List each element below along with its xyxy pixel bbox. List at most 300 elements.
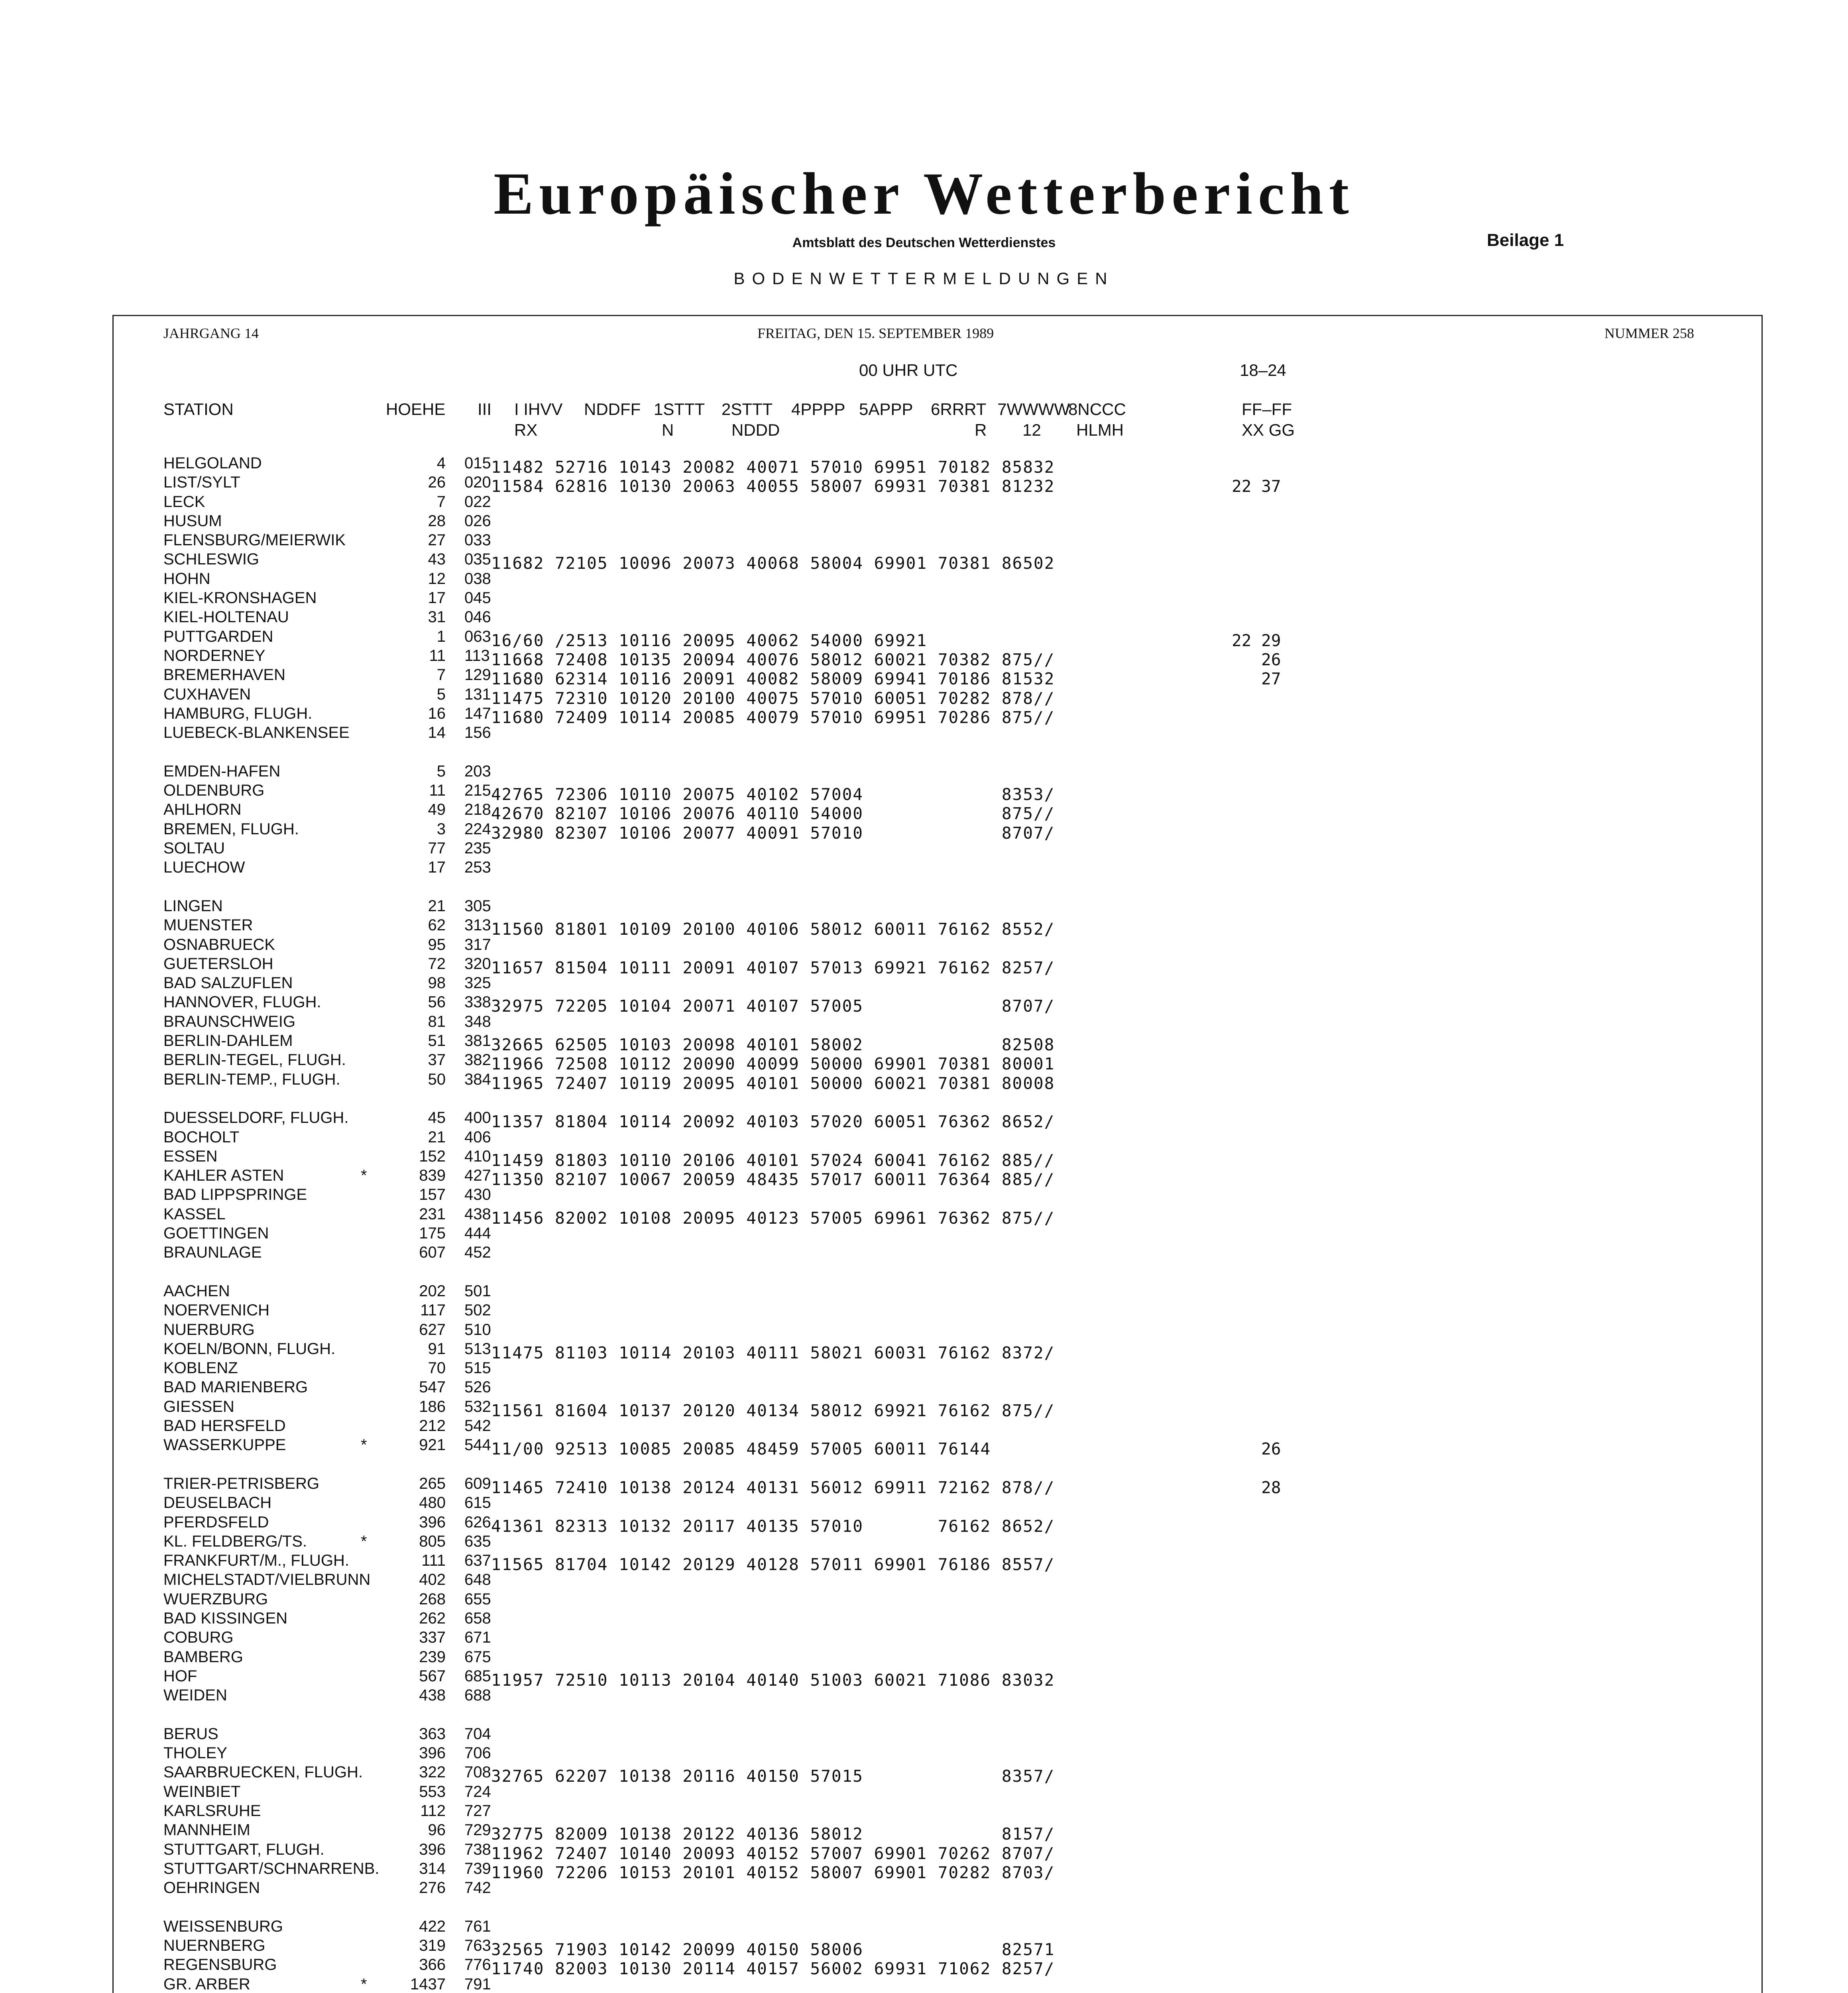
volume-label: JAHRGANG 14 [163, 325, 259, 341]
station-height: 96 [428, 1821, 446, 1839]
col-iii: III [478, 400, 492, 419]
col-1sttt: 1STTT [654, 400, 705, 419]
station-name: WEISSENBURG [163, 1918, 283, 1935]
table-row [0, 1648, 1848, 1667]
station-id: 348 [464, 1013, 491, 1030]
station-id: 515 [464, 1359, 491, 1377]
col-1sttt-sub: N [662, 421, 674, 439]
station-height: 7 [436, 493, 446, 511]
station-name: GIESSEN [163, 1398, 234, 1415]
station-height: 26 [428, 474, 446, 491]
col-station: STATION [163, 400, 234, 419]
col-8nccc-sub: HLMH [1076, 421, 1124, 439]
station-id: 526 [464, 1378, 491, 1396]
station-height: 319 [419, 1937, 446, 1954]
issue-number: NUMMER 258 [1604, 325, 1695, 341]
station-name: MICHELSTADT/VIELBRUNN [163, 1571, 371, 1588]
station-name: WUERZBURG [163, 1590, 268, 1608]
observation-groups: 42765 72306 10110 20075 40102 57004 8353/ [491, 785, 1055, 804]
col-8nccc: 8NCCC [1068, 400, 1126, 419]
table-row [0, 1533, 1848, 1552]
mountain-station-marker: * [361, 1167, 367, 1184]
station-name: KOELN/BONN, FLUGH. [163, 1340, 336, 1358]
table-row [0, 1783, 1848, 1802]
table-row [0, 608, 1848, 627]
table-row [0, 1725, 1848, 1744]
station-height: 77 [428, 839, 446, 857]
table-row [0, 955, 1848, 977]
observation-groups: 11482 52716 10143 20082 40071 57010 69951 70182 85832 [491, 458, 1055, 477]
observation-groups: 11475 72310 10120 20100 40075 57010 60051 70282 878// [491, 689, 1055, 708]
observation-groups: 11682 72105 10096 20073 40068 58004 69901 70381 86502 [491, 554, 1055, 573]
section-heading: BODENWETTERMELDUNGEN [733, 269, 1115, 288]
station-name: OSNABRUECK [163, 936, 275, 953]
station-name: BRAUNSCHWEIG [163, 1013, 296, 1030]
station-height: 396 [419, 1513, 446, 1531]
station-name: SCHLESWIG [163, 550, 260, 568]
col-6rrrt-sub: R [975, 421, 987, 439]
station-name: MUENSTER [163, 916, 253, 934]
table-row [0, 1436, 1848, 1458]
station-name: HOF [163, 1667, 197, 1685]
table-row [0, 1552, 1848, 1574]
station-name: DUESSELDORF, FLUGH. [163, 1109, 349, 1126]
station-name: COBURG [163, 1629, 234, 1646]
station-height: 422 [419, 1918, 446, 1935]
station-height: 314 [419, 1860, 446, 1877]
station-height: 45 [428, 1109, 446, 1126]
station-id: 131 [464, 686, 491, 703]
station-id: 729 [464, 1821, 491, 1839]
table-row [0, 647, 1848, 669]
table-row [0, 531, 1848, 550]
station-name: REGENSBURG [163, 1956, 277, 1973]
station-height: 112 [420, 1802, 446, 1820]
station-id: 038 [464, 570, 491, 588]
station-name: FRANKFURT/M., FLUGH. [163, 1552, 349, 1569]
table-row [0, 1629, 1848, 1648]
station-height: 37 [428, 1051, 446, 1069]
table-row [0, 1841, 1848, 1863]
table-row [0, 570, 1848, 589]
station-id: 046 [464, 608, 491, 626]
table-row [0, 993, 1848, 1016]
table-row [0, 1475, 1848, 1497]
station-name: NUERNBERG [163, 1937, 265, 1954]
station-height: 175 [419, 1224, 446, 1242]
station-height: 402 [419, 1571, 446, 1588]
table-row [0, 936, 1848, 955]
station-name: KOBLENZ [163, 1359, 238, 1377]
station-height: 396 [419, 1744, 446, 1762]
station-id: 763 [464, 1937, 491, 1954]
observation-groups: 11962 72407 10140 20093 40152 57007 69901 70262 8707/ [491, 1844, 1055, 1863]
col-hoehe: HOEHE [386, 400, 446, 419]
table-row [0, 1109, 1848, 1131]
station-height: 363 [419, 1725, 446, 1743]
station-id: 452 [464, 1244, 491, 1261]
col-2sttt-sub: NDDD [731, 421, 780, 439]
station-name: KIEL-KRONSHAGEN [163, 589, 317, 607]
table-row [0, 686, 1848, 708]
observation-groups: 32565 71903 10142 20099 40150 58006 82571 [491, 1940, 1055, 1959]
station-height: 212 [419, 1417, 446, 1435]
station-name: STUTTGART/SCHNARRENB. [163, 1860, 379, 1877]
table-row [0, 1918, 1848, 1937]
station-id: 706 [464, 1744, 491, 1762]
table-row [0, 1032, 1848, 1054]
station-name: WEIDEN [163, 1686, 227, 1704]
observation-groups: 11680 72409 10114 20085 40079 57010 69951 70286 875// [491, 708, 1055, 727]
station-id: 156 [464, 724, 491, 741]
observation-groups: 11475 81103 10114 20103 40111 58021 60031 76162 8372/ [491, 1343, 1055, 1362]
station-name: BAD HERSFELD [163, 1417, 286, 1435]
station-height: 231 [419, 1205, 446, 1223]
station-height: 5 [436, 686, 446, 703]
station-height: 186 [419, 1398, 446, 1415]
station-height: 7 [436, 666, 446, 684]
station-height: 337 [419, 1629, 446, 1646]
observation-groups: 11560 81801 10109 20100 40106 58012 60011 76162 8552/ [491, 920, 1055, 939]
station-id: 020 [464, 474, 491, 491]
station-id: 648 [464, 1571, 491, 1588]
table-row [0, 1879, 1848, 1898]
station-height: 1 [436, 628, 446, 645]
station-height: 27 [428, 531, 446, 549]
station-name: EMDEN-HAFEN [163, 763, 281, 780]
table-row [0, 1590, 1848, 1610]
station-id: 129 [464, 666, 491, 684]
station-name: ESSEN [163, 1148, 218, 1165]
station-id: 727 [464, 1802, 491, 1820]
observation-groups: 11357 81804 10114 20092 40103 57020 60051 76362 8652/ [491, 1112, 1055, 1131]
station-height: 98 [428, 974, 446, 992]
station-name: WEINBIET [163, 1783, 241, 1800]
col-ihvv-sub: RX [514, 421, 538, 439]
station-name: HOHN [163, 570, 210, 588]
wind-extremes: 22 37 [1232, 477, 1281, 496]
station-name: BAD KISSINGEN [163, 1610, 288, 1627]
station-name: GOETTINGEN [163, 1224, 269, 1242]
station-id: 203 [464, 763, 491, 780]
table-row [0, 1571, 1848, 1590]
station-name: AHLHORN [163, 801, 242, 818]
station-id: 688 [464, 1686, 491, 1704]
station-id: 427 [464, 1167, 491, 1184]
station-height: 31 [428, 608, 446, 626]
table-row [0, 1975, 1848, 1993]
table-row [0, 1763, 1848, 1786]
station-name: OEHRINGEN [163, 1879, 260, 1897]
station-id: 444 [464, 1224, 491, 1242]
station-id: 224 [464, 820, 491, 838]
observation-groups: 11465 72410 10138 20124 40131 56012 69911 72162 878// [491, 1478, 1055, 1497]
observation-groups: 32980 82307 10106 20077 40091 57010 8707/ [491, 824, 1055, 843]
station-id: 635 [464, 1533, 491, 1550]
table-row [0, 454, 1848, 477]
col-7wwww-sub: 12 [1022, 421, 1041, 439]
station-height: 21 [428, 1128, 446, 1146]
station-id: 026 [464, 512, 491, 530]
observation-groups: 11740 82003 10130 20114 40157 56002 69931 71062 8257/ [491, 1959, 1055, 1978]
station-id: 658 [464, 1610, 491, 1627]
station-height: 322 [419, 1763, 446, 1781]
station-name: BERUS [163, 1725, 218, 1743]
station-name: FLENSBURG/MEIERWIK [163, 531, 346, 549]
station-name: BAD MARIENBERG [163, 1378, 308, 1396]
station-id: 724 [464, 1783, 491, 1800]
station-name: SOLTAU [163, 839, 225, 857]
table-row [0, 1860, 1848, 1882]
observation-groups: 11966 72508 10112 20090 40099 50000 69901 70381 80001 [491, 1054, 1055, 1073]
station-name: HANNOVER, FLUGH. [163, 993, 321, 1011]
observation-time: 00 UHR UTC [859, 361, 958, 379]
station-name: LUECHOW [163, 859, 245, 876]
table-row [0, 512, 1848, 531]
station-id: 655 [464, 1590, 491, 1608]
table-row [0, 1744, 1848, 1763]
table-row [0, 1167, 1848, 1189]
table-row [0, 782, 1848, 804]
station-name: BERLIN-DAHLEM [163, 1032, 293, 1050]
table-row [0, 1494, 1848, 1513]
station-id: 384 [464, 1071, 491, 1088]
station-name: LIST/SYLT [163, 474, 240, 491]
station-name: CUXHAVEN [163, 686, 251, 703]
table-row [0, 705, 1848, 727]
station-name: NORDERNEY [163, 647, 265, 664]
station-id: 320 [464, 955, 491, 973]
station-id: 544 [464, 1436, 491, 1454]
observation-groups: 32775 82009 10138 20122 40136 58012 8157/ [491, 1824, 1055, 1844]
station-height: 202 [419, 1282, 446, 1300]
station-id: 015 [464, 454, 491, 472]
station-name: HUSUM [163, 512, 222, 530]
station-id: 542 [464, 1417, 491, 1435]
observation-groups: 42670 82107 10106 20076 40110 54000 875// [491, 804, 1055, 823]
observation-groups: 11561 81604 10137 20120 40134 58012 69921 76162 875// [491, 1401, 1055, 1420]
station-id: 739 [464, 1860, 491, 1877]
station-height: 607 [419, 1244, 446, 1261]
table-row [0, 1417, 1848, 1436]
wind-extremes: 22 29 [1232, 631, 1281, 650]
station-name: MANNHEIM [163, 1821, 250, 1839]
station-id: 430 [464, 1186, 491, 1203]
mountain-station-marker: * [361, 1436, 367, 1454]
mountain-station-marker: * [361, 1533, 367, 1550]
station-name: HAMBURG, FLUGH. [163, 705, 313, 722]
station-height: 51 [428, 1032, 446, 1050]
table-row [0, 916, 1848, 939]
station-id: 761 [464, 1918, 491, 1935]
station-height: 12 [428, 570, 446, 588]
station-id: 406 [464, 1128, 491, 1146]
station-id: 147 [464, 705, 491, 722]
issue-date: FREITAG, DEN 15. SEPTEMBER 1989 [757, 325, 994, 341]
station-height: 56 [428, 993, 446, 1011]
station-id: 382 [464, 1051, 491, 1069]
station-id: 045 [464, 589, 491, 607]
table-row [0, 1667, 1848, 1690]
station-id: 609 [464, 1475, 491, 1492]
station-name: GUETERSLOH [163, 955, 273, 973]
station-height: 1437 [410, 1975, 446, 1993]
observation-groups: 41361 82313 10132 20117 40135 57010 76162 8652/ [491, 1517, 1055, 1536]
table-row [0, 897, 1848, 916]
table-row [0, 801, 1848, 823]
station-height: 3 [436, 820, 446, 838]
station-height: 5 [436, 763, 446, 780]
station-height: 366 [419, 1956, 446, 1973]
station-height: 50 [428, 1071, 446, 1088]
table-row [0, 763, 1848, 782]
table-row [0, 1205, 1848, 1228]
station-id: 338 [464, 993, 491, 1011]
station-height: 72 [428, 955, 446, 973]
station-name: PFERDSFELD [163, 1513, 269, 1531]
station-height: 21 [428, 897, 446, 915]
col-2sttt: 2STTT [722, 400, 773, 419]
station-name: NOERVENICH [163, 1301, 269, 1319]
col-ihvv: I IHVV [514, 400, 563, 419]
station-id: 022 [464, 493, 491, 511]
station-id: 410 [464, 1148, 491, 1165]
col-6rrrt: 6RRRT [931, 400, 987, 419]
station-height: 276 [419, 1879, 446, 1897]
station-id: 317 [464, 936, 491, 953]
observation-groups: 11657 81504 10111 20091 40107 57013 69921 76162 8257/ [491, 958, 1055, 977]
wind-extremes: 27 [1232, 669, 1281, 688]
wind-extremes: 26 [1232, 650, 1281, 669]
station-height: 14 [428, 724, 446, 741]
table-row [0, 859, 1848, 878]
station-name: KL. FELDBERG/TS. [163, 1533, 307, 1550]
table-row [0, 1282, 1848, 1301]
table-row [0, 820, 1848, 843]
observation-groups: 11965 72407 10119 20095 40101 50000 60021 70381 80008 [491, 1074, 1055, 1093]
table-row [0, 589, 1848, 608]
station-height: 157 [419, 1186, 446, 1203]
station-height: 262 [419, 1610, 446, 1627]
station-id: 253 [464, 859, 491, 876]
observation-groups: 11350 82107 10067 20059 48435 57017 60011 76364 885// [491, 1170, 1055, 1189]
publisher-subtitle: Amtsblatt des Deutschen Wetterdienstes [792, 235, 1056, 250]
observation-groups: 32765 62207 10138 20116 40150 57015 8357/ [491, 1767, 1055, 1786]
station-id: 501 [464, 1282, 491, 1300]
table-row [0, 724, 1848, 743]
page-title: Europäischer Wetterbericht [493, 161, 1355, 227]
station-id: 235 [464, 839, 491, 857]
table-row [0, 474, 1848, 496]
station-id: 381 [464, 1032, 491, 1050]
table-row [0, 1802, 1848, 1821]
table-row [0, 666, 1848, 688]
station-height: 553 [419, 1783, 446, 1800]
table-row [0, 1186, 1848, 1205]
table-row [0, 1937, 1848, 1959]
station-id: 738 [464, 1841, 491, 1858]
station-id: 675 [464, 1648, 491, 1666]
station-name: BAD LIPPSPRINGE [163, 1186, 307, 1203]
mountain-station-marker: * [361, 1975, 367, 1993]
station-name: HELGOLAND [163, 454, 262, 472]
station-name: AACHEN [163, 1282, 230, 1300]
station-height: 268 [419, 1590, 446, 1608]
observation-groups: 16/60 /2513 10116 20095 40062 54000 69921 [491, 631, 928, 650]
station-id: 438 [464, 1205, 491, 1223]
table-row [0, 1610, 1848, 1629]
station-name: LECK [163, 493, 205, 511]
table-row [0, 974, 1848, 993]
station-height: 43 [428, 550, 446, 568]
observation-groups: 11680 62314 10116 20091 40082 58009 69941 70186 81532 [491, 669, 1055, 688]
station-height: 627 [419, 1321, 446, 1338]
station-height: 265 [419, 1475, 446, 1492]
station-name: KARLSRUHE [163, 1802, 261, 1820]
station-name: SAARBRUECKEN, FLUGH. [163, 1763, 363, 1781]
table-row [0, 1301, 1848, 1321]
table-row [0, 1051, 1848, 1073]
station-height: 11 [429, 782, 446, 799]
station-name: PUTTGARDEN [163, 628, 273, 645]
station-name: NUERBURG [163, 1321, 255, 1338]
station-height: 839 [419, 1167, 446, 1184]
observation-groups: 32665 62505 10103 20098 40101 58002 82508 [491, 1035, 1055, 1054]
station-id: 708 [464, 1763, 491, 1781]
observation-groups: 11456 82002 10108 20095 40123 57005 69961 76362 875// [491, 1209, 1055, 1228]
station-height: 16 [428, 705, 446, 722]
station-height: 805 [419, 1533, 446, 1550]
table-row [0, 1956, 1848, 1978]
station-name: KAHLER ASTEN [163, 1167, 284, 1184]
station-id: 742 [464, 1879, 491, 1897]
station-id: 035 [464, 550, 491, 568]
table-row [0, 1686, 1848, 1706]
wind-extremes: 28 [1232, 1478, 1281, 1497]
wind-extremes: 26 [1232, 1439, 1281, 1458]
table-row [0, 1128, 1848, 1148]
station-name: KASSEL [163, 1205, 226, 1223]
station-id: 502 [464, 1301, 491, 1319]
col-7wwww: 7WWWW [997, 400, 1070, 419]
station-id: 218 [464, 801, 491, 818]
table-row [0, 1398, 1848, 1420]
station-id: 313 [464, 916, 491, 934]
supplement-label: Beilage 1 [1487, 230, 1564, 250]
station-name: TRIER-PETRISBERG [163, 1475, 320, 1492]
observation-groups: 11459 81803 10110 20106 40101 57024 60041 76162 885// [491, 1151, 1055, 1170]
station-name: BREMERHAVEN [163, 666, 285, 684]
station-id: 532 [464, 1398, 491, 1415]
station-id: 615 [464, 1494, 491, 1511]
station-height: 91 [428, 1340, 446, 1358]
station-name: BRAUNLAGE [163, 1244, 262, 1261]
table-row [0, 550, 1848, 573]
station-height: 17 [428, 859, 446, 876]
station-name: DEUSELBACH [163, 1494, 272, 1511]
station-id: 626 [464, 1513, 491, 1531]
station-id: 791 [464, 1975, 491, 1993]
station-id: 671 [464, 1629, 491, 1646]
station-height: 239 [419, 1648, 446, 1666]
observation-groups: 11668 72408 10135 20094 40076 58012 60021 70382 875// [491, 650, 1055, 669]
station-height: 438 [419, 1686, 446, 1704]
station-id: 113 [464, 647, 490, 664]
table-row [0, 493, 1848, 512]
table-row [0, 1071, 1848, 1093]
station-id: 325 [464, 974, 491, 992]
station-height: 152 [419, 1148, 446, 1165]
